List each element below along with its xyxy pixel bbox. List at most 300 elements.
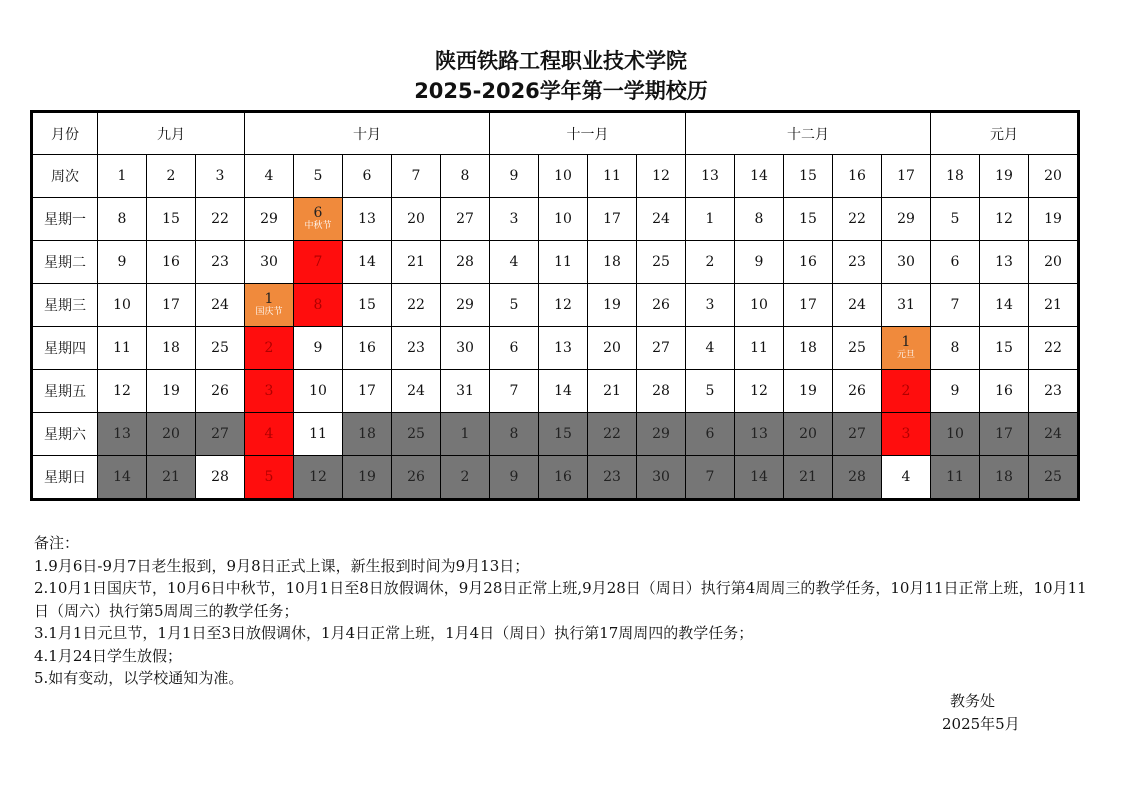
date-number: 10 bbox=[554, 210, 572, 227]
date-number: 27 bbox=[848, 425, 866, 442]
week-number: 3 bbox=[196, 155, 245, 198]
date-cell bbox=[980, 241, 1029, 284]
date-number: 14 bbox=[750, 468, 768, 485]
date-cell bbox=[196, 198, 245, 241]
note-line: 4.1月24日学生放假； bbox=[34, 646, 182, 665]
week-number: 10 bbox=[539, 155, 588, 198]
date-number: 12 bbox=[113, 382, 131, 399]
date-cell bbox=[490, 327, 539, 370]
date-cell bbox=[294, 327, 343, 370]
date-cell bbox=[392, 456, 441, 500]
date-cell bbox=[686, 456, 735, 500]
month-header: 九月 bbox=[98, 112, 245, 155]
date-cell bbox=[343, 456, 392, 500]
date-cell bbox=[833, 456, 882, 500]
date-cell bbox=[98, 198, 147, 241]
date-cell bbox=[882, 198, 931, 241]
date-cell bbox=[735, 327, 784, 370]
date-cell bbox=[147, 241, 196, 284]
date-cell bbox=[1029, 241, 1079, 284]
date-number: 19 bbox=[358, 468, 376, 485]
holiday-name: 中秋节 bbox=[304, 221, 332, 231]
date-number: 14 bbox=[113, 468, 131, 485]
date-number: 26 bbox=[652, 296, 670, 313]
date-number: 30 bbox=[897, 253, 915, 270]
date-number: 6 bbox=[509, 339, 519, 356]
date-number: 7 bbox=[509, 382, 519, 399]
date-number: 20 bbox=[1044, 253, 1062, 270]
date-number: 30 bbox=[260, 253, 278, 270]
date-cell bbox=[833, 327, 882, 370]
date-number: 25 bbox=[1044, 468, 1062, 485]
date-number: 18 bbox=[995, 468, 1013, 485]
date-number: 4 bbox=[705, 339, 715, 356]
date-cell bbox=[539, 198, 588, 241]
date-number: 25 bbox=[407, 425, 425, 442]
date-number: 22 bbox=[603, 425, 621, 442]
issuing-department: 教务处 bbox=[950, 692, 996, 710]
date-number: 19 bbox=[799, 382, 817, 399]
date-number: 18 bbox=[162, 339, 180, 356]
date-number: 8 bbox=[313, 296, 323, 313]
date-number: 5 bbox=[705, 382, 715, 399]
date-number: 21 bbox=[162, 468, 180, 485]
date-cell bbox=[784, 370, 833, 413]
date-number: 1 bbox=[901, 334, 911, 350]
date-number: 3 bbox=[509, 210, 519, 227]
date-number: 1 bbox=[460, 425, 470, 442]
date-cell bbox=[784, 327, 833, 370]
date-number: 9 bbox=[117, 253, 127, 270]
date-number: 7 bbox=[705, 468, 715, 485]
date-number: 28 bbox=[848, 468, 866, 485]
date-cell bbox=[637, 284, 686, 327]
date-cell bbox=[735, 241, 784, 284]
date-cell bbox=[539, 370, 588, 413]
calendar-title: 2025-2026学年第一学期校历 bbox=[414, 79, 708, 103]
date-cell bbox=[392, 370, 441, 413]
date-number: 20 bbox=[799, 425, 817, 442]
weekday-label: 星期六 bbox=[32, 413, 98, 456]
date-number: 11 bbox=[554, 253, 572, 270]
date-cell bbox=[784, 284, 833, 327]
date-number: 24 bbox=[211, 296, 229, 313]
date-number: 26 bbox=[848, 382, 866, 399]
date-cell bbox=[980, 284, 1029, 327]
week-number: 13 bbox=[686, 155, 735, 198]
date-number: 23 bbox=[407, 339, 425, 356]
date-cell bbox=[1029, 327, 1079, 370]
date-number: 26 bbox=[407, 468, 425, 485]
weekday-row bbox=[32, 456, 1079, 500]
date-number: 19 bbox=[603, 296, 621, 313]
date-number: 31 bbox=[456, 382, 474, 399]
date-number: 6 bbox=[313, 205, 323, 221]
date-cell bbox=[931, 456, 980, 500]
date-number: 27 bbox=[652, 339, 670, 356]
date-cell bbox=[1029, 413, 1079, 456]
date-cell bbox=[588, 370, 637, 413]
date-cell bbox=[441, 284, 490, 327]
week-number: 11 bbox=[588, 155, 637, 198]
date-cell bbox=[392, 284, 441, 327]
date-cell bbox=[196, 327, 245, 370]
date-cell bbox=[441, 456, 490, 500]
weekday-row bbox=[32, 198, 1079, 241]
date-cell bbox=[294, 413, 343, 456]
date-cell bbox=[686, 413, 735, 456]
date-number: 22 bbox=[407, 296, 425, 313]
date-cell bbox=[392, 413, 441, 456]
date-cell bbox=[490, 284, 539, 327]
date-cell bbox=[980, 413, 1029, 456]
notes-section bbox=[34, 532, 1094, 690]
date-number: 25 bbox=[652, 253, 670, 270]
date-cell bbox=[343, 284, 392, 327]
date-number: 13 bbox=[750, 425, 768, 442]
weekday-label: 星期一 bbox=[32, 198, 98, 241]
date-number: 4 bbox=[901, 468, 911, 485]
weekday-label: 星期三 bbox=[32, 284, 98, 327]
date-number: 26 bbox=[211, 382, 229, 399]
date-number: 21 bbox=[603, 382, 621, 399]
date-number: 27 bbox=[456, 210, 474, 227]
date-cell bbox=[784, 198, 833, 241]
date-cell bbox=[931, 370, 980, 413]
date-number: 1 bbox=[264, 291, 274, 307]
date-cell bbox=[490, 241, 539, 284]
date-cell bbox=[245, 284, 294, 327]
date-cell bbox=[1029, 198, 1079, 241]
date-number: 13 bbox=[995, 253, 1013, 270]
date-cell bbox=[735, 456, 784, 500]
week-number: 12 bbox=[637, 155, 686, 198]
date-number: 24 bbox=[848, 296, 866, 313]
month-label: 月份 bbox=[32, 112, 98, 155]
date-cell bbox=[196, 284, 245, 327]
date-number: 9 bbox=[313, 339, 323, 356]
weekday-row bbox=[32, 413, 1079, 456]
date-cell bbox=[392, 198, 441, 241]
date-cell bbox=[833, 198, 882, 241]
date-cell bbox=[882, 370, 931, 413]
date-cell bbox=[147, 370, 196, 413]
date-number: 10 bbox=[750, 296, 768, 313]
month-header: 十二月 bbox=[686, 112, 931, 155]
date-cell bbox=[980, 456, 1029, 500]
date-number: 7 bbox=[950, 296, 960, 313]
week-number: 6 bbox=[343, 155, 392, 198]
date-number: 1 bbox=[705, 210, 715, 227]
date-number: 10 bbox=[946, 425, 964, 442]
date-number: 17 bbox=[603, 210, 621, 227]
date-cell bbox=[441, 241, 490, 284]
date-number: 10 bbox=[113, 296, 131, 313]
date-cell bbox=[343, 241, 392, 284]
date-cell bbox=[147, 413, 196, 456]
date-cell bbox=[245, 370, 294, 413]
date-number: 17 bbox=[358, 382, 376, 399]
date-cell bbox=[294, 241, 343, 284]
date-number: 5 bbox=[264, 468, 274, 485]
issue-date: 2025年5月 bbox=[942, 715, 1020, 733]
date-cell bbox=[196, 456, 245, 500]
date-cell bbox=[637, 370, 686, 413]
date-cell bbox=[343, 198, 392, 241]
date-number: 9 bbox=[509, 468, 519, 485]
date-number: 29 bbox=[652, 425, 670, 442]
date-cell bbox=[1029, 284, 1079, 327]
date-cell bbox=[588, 327, 637, 370]
date-number: 20 bbox=[162, 425, 180, 442]
date-number: 9 bbox=[950, 382, 960, 399]
date-cell bbox=[441, 413, 490, 456]
date-number: 30 bbox=[652, 468, 670, 485]
date-number: 13 bbox=[113, 425, 131, 442]
date-number: 30 bbox=[456, 339, 474, 356]
month-header: 十一月 bbox=[490, 112, 686, 155]
date-number: 23 bbox=[211, 253, 229, 270]
date-number: 2 bbox=[705, 253, 715, 270]
weekday-label: 星期日 bbox=[32, 456, 98, 500]
week-row bbox=[32, 155, 1079, 198]
date-number: 23 bbox=[1044, 382, 1062, 399]
date-cell bbox=[98, 370, 147, 413]
date-cell bbox=[196, 241, 245, 284]
date-cell bbox=[490, 413, 539, 456]
date-cell bbox=[637, 456, 686, 500]
date-number: 4 bbox=[264, 425, 274, 442]
date-cell bbox=[686, 284, 735, 327]
date-cell bbox=[882, 241, 931, 284]
date-cell bbox=[441, 370, 490, 413]
month-header: 元月 bbox=[931, 112, 1079, 155]
date-number: 21 bbox=[799, 468, 817, 485]
date-cell bbox=[931, 241, 980, 284]
date-number: 28 bbox=[456, 253, 474, 270]
week-number: 5 bbox=[294, 155, 343, 198]
weekday-label: 星期五 bbox=[32, 370, 98, 413]
date-cell bbox=[637, 241, 686, 284]
date-cell bbox=[245, 241, 294, 284]
date-number: 12 bbox=[309, 468, 327, 485]
school-calendar-table bbox=[30, 110, 1080, 501]
date-number: 31 bbox=[897, 296, 915, 313]
month-header: 十月 bbox=[245, 112, 490, 155]
week-number: 20 bbox=[1029, 155, 1079, 198]
date-number: 25 bbox=[211, 339, 229, 356]
date-cell bbox=[98, 241, 147, 284]
week-number: 9 bbox=[490, 155, 539, 198]
date-cell bbox=[539, 284, 588, 327]
date-number: 27 bbox=[211, 425, 229, 442]
date-number: 22 bbox=[211, 210, 229, 227]
date-cell bbox=[784, 241, 833, 284]
date-number: 4 bbox=[509, 253, 519, 270]
date-cell bbox=[686, 327, 735, 370]
week-number: 1 bbox=[98, 155, 147, 198]
date-number: 12 bbox=[995, 210, 1013, 227]
date-number: 11 bbox=[946, 468, 964, 485]
date-number: 23 bbox=[848, 253, 866, 270]
date-number: 2 bbox=[901, 382, 911, 399]
holiday-name: 元旦 bbox=[896, 350, 915, 360]
date-cell bbox=[1029, 456, 1079, 500]
date-cell bbox=[637, 327, 686, 370]
date-cell bbox=[98, 284, 147, 327]
date-cell bbox=[882, 327, 931, 370]
weekday-label: 星期四 bbox=[32, 327, 98, 370]
date-number: 17 bbox=[799, 296, 817, 313]
date-cell bbox=[147, 198, 196, 241]
date-cell bbox=[882, 284, 931, 327]
date-cell bbox=[588, 284, 637, 327]
weekday-label: 星期二 bbox=[32, 241, 98, 284]
weekday-row bbox=[32, 327, 1079, 370]
week-label: 周次 bbox=[32, 155, 98, 198]
date-number: 5 bbox=[509, 296, 519, 313]
note-line: 1.9月6日-9月7日老生报到，9月8日正式上课，新生报到时间为9月13日； bbox=[34, 556, 530, 575]
date-cell bbox=[343, 327, 392, 370]
date-cell bbox=[490, 198, 539, 241]
date-number: 9 bbox=[754, 253, 764, 270]
date-number: 3 bbox=[705, 296, 715, 313]
date-number: 2 bbox=[460, 468, 470, 485]
date-cell bbox=[588, 413, 637, 456]
date-cell bbox=[735, 413, 784, 456]
date-cell bbox=[294, 456, 343, 500]
note-line: 2.10月1日国庆节，10月6日中秋节，10月1日至8日放假调休，9月28日正常上班,9月28日（周日）执行第4周周三的教学任务，10月11日正常上班，10月11日（周六）执行第5周周三的教学任务； bbox=[34, 579, 1087, 620]
date-cell bbox=[833, 284, 882, 327]
date-number: 8 bbox=[117, 210, 127, 227]
date-number: 17 bbox=[162, 296, 180, 313]
date-cell bbox=[637, 413, 686, 456]
notes-heading: 备注： bbox=[34, 534, 80, 552]
date-cell bbox=[392, 327, 441, 370]
date-cell bbox=[147, 327, 196, 370]
week-number: 14 bbox=[735, 155, 784, 198]
date-number: 18 bbox=[603, 253, 621, 270]
date-cell bbox=[784, 413, 833, 456]
note-line: 3.1月1日元旦节，1月1日至3日放假调休，1月4日正常上班，1月4日（周日）执行第17周周四的教学任务； bbox=[34, 624, 754, 642]
date-number: 28 bbox=[211, 468, 229, 485]
date-number: 14 bbox=[554, 382, 572, 399]
date-number: 15 bbox=[995, 339, 1013, 356]
date-number: 14 bbox=[995, 296, 1013, 313]
date-cell bbox=[588, 241, 637, 284]
date-cell bbox=[539, 241, 588, 284]
week-number: 15 bbox=[784, 155, 833, 198]
date-number: 16 bbox=[162, 253, 180, 270]
date-cell bbox=[637, 198, 686, 241]
date-cell bbox=[196, 413, 245, 456]
date-number: 13 bbox=[358, 210, 376, 227]
date-cell bbox=[343, 413, 392, 456]
date-cell bbox=[735, 370, 784, 413]
date-number: 15 bbox=[162, 210, 180, 227]
date-number: 11 bbox=[309, 425, 327, 442]
date-number: 29 bbox=[897, 210, 915, 227]
date-cell bbox=[539, 327, 588, 370]
date-number: 21 bbox=[1044, 296, 1062, 313]
date-number: 19 bbox=[162, 382, 180, 399]
date-cell bbox=[98, 327, 147, 370]
date-cell bbox=[882, 456, 931, 500]
date-number: 11 bbox=[113, 339, 131, 356]
date-cell bbox=[931, 327, 980, 370]
date-number: 10 bbox=[309, 382, 327, 399]
date-number: 16 bbox=[358, 339, 376, 356]
date-number: 17 bbox=[995, 425, 1013, 442]
date-cell bbox=[833, 241, 882, 284]
date-number: 6 bbox=[705, 425, 715, 442]
date-cell bbox=[196, 370, 245, 413]
date-number: 18 bbox=[358, 425, 376, 442]
date-cell bbox=[539, 456, 588, 500]
weekday-row bbox=[32, 284, 1079, 327]
week-number: 16 bbox=[833, 155, 882, 198]
date-cell bbox=[294, 370, 343, 413]
date-cell bbox=[882, 413, 931, 456]
date-number: 12 bbox=[554, 296, 572, 313]
date-cell bbox=[245, 198, 294, 241]
date-cell bbox=[931, 198, 980, 241]
date-number: 13 bbox=[554, 339, 572, 356]
week-number: 4 bbox=[245, 155, 294, 198]
week-number: 18 bbox=[931, 155, 980, 198]
date-number: 22 bbox=[1044, 339, 1062, 356]
date-cell bbox=[98, 456, 147, 500]
date-cell bbox=[343, 370, 392, 413]
date-cell bbox=[588, 456, 637, 500]
date-number: 24 bbox=[407, 382, 425, 399]
date-number: 6 bbox=[950, 253, 960, 270]
date-cell bbox=[980, 370, 1029, 413]
date-cell bbox=[245, 456, 294, 500]
date-cell bbox=[441, 198, 490, 241]
date-cell bbox=[245, 413, 294, 456]
date-number: 8 bbox=[509, 425, 519, 442]
date-number: 3 bbox=[264, 382, 274, 399]
date-number: 18 bbox=[799, 339, 817, 356]
date-number: 20 bbox=[407, 210, 425, 227]
date-cell bbox=[392, 241, 441, 284]
date-cell bbox=[931, 284, 980, 327]
date-number: 12 bbox=[750, 382, 768, 399]
date-cell bbox=[539, 413, 588, 456]
week-number: 2 bbox=[147, 155, 196, 198]
date-cell bbox=[441, 327, 490, 370]
date-cell bbox=[1029, 370, 1079, 413]
date-number: 7 bbox=[313, 253, 323, 270]
date-number: 23 bbox=[603, 468, 621, 485]
date-cell bbox=[686, 370, 735, 413]
date-cell bbox=[931, 413, 980, 456]
date-number: 25 bbox=[848, 339, 866, 356]
date-cell bbox=[784, 456, 833, 500]
date-cell bbox=[980, 327, 1029, 370]
date-number: 20 bbox=[603, 339, 621, 356]
date-cell bbox=[490, 456, 539, 500]
date-number: 22 bbox=[848, 210, 866, 227]
date-cell bbox=[686, 241, 735, 284]
date-cell bbox=[98, 413, 147, 456]
date-number: 19 bbox=[1044, 210, 1062, 227]
week-number: 19 bbox=[980, 155, 1029, 198]
date-cell bbox=[833, 413, 882, 456]
date-number: 16 bbox=[554, 468, 572, 485]
weekday-row bbox=[32, 241, 1079, 284]
